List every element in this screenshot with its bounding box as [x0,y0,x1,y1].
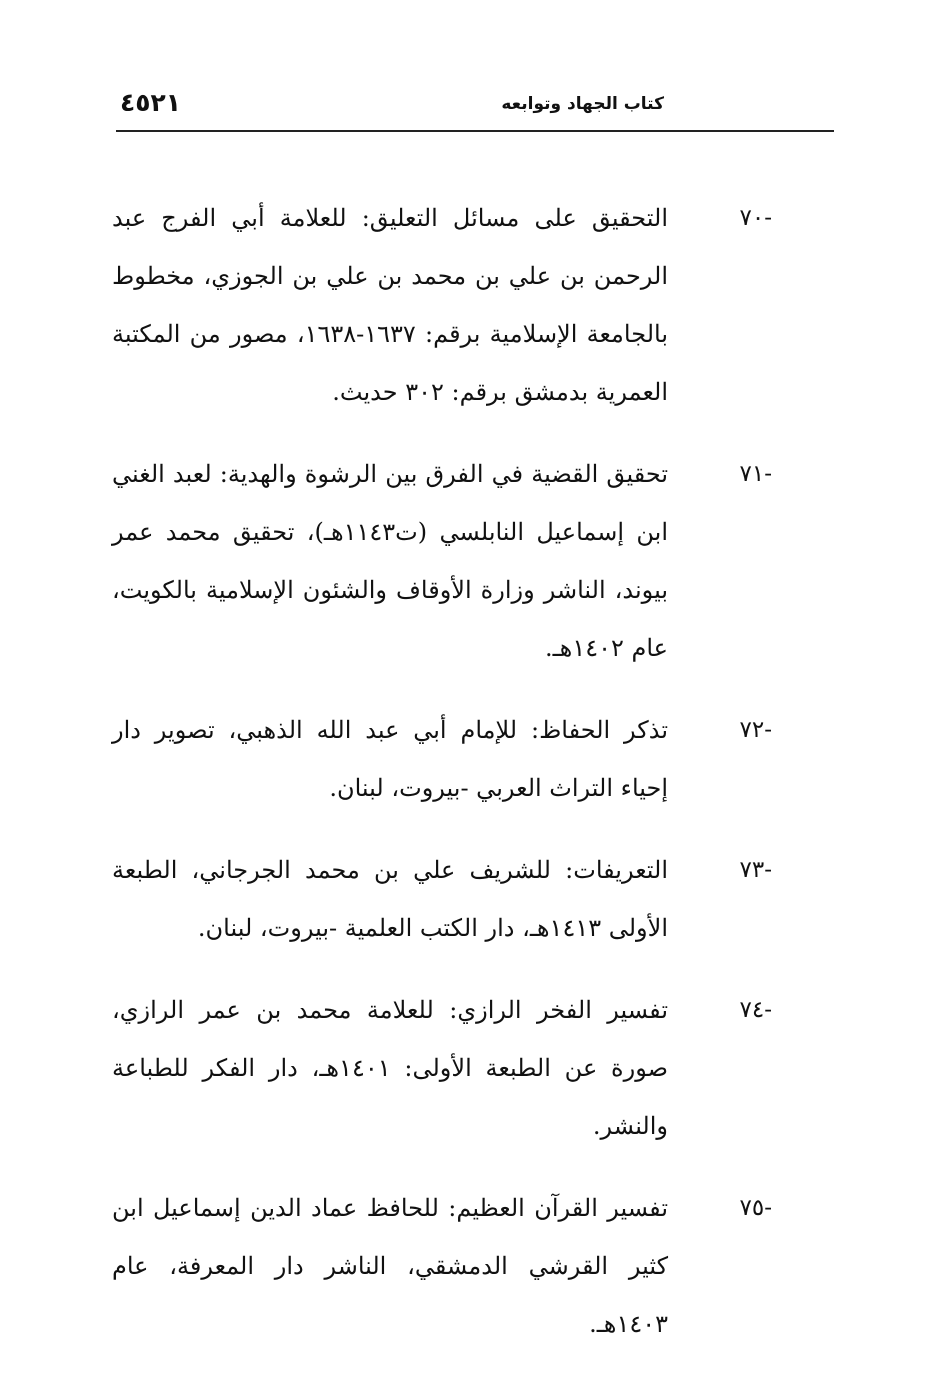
bibliography-entry [112,841,772,957]
bibliography-entry [112,701,772,817]
bibliography-entry [112,445,772,677]
entry-number: -٧٠ [739,205,772,231]
entry-number: -٧٣ [739,857,772,883]
entry-text: تفسير الفخر الرازي: للعلامة محمد بن عمر الرازي، صورة عن الطبعة الأولى: ١٤٠١هـ، دار الفكر للطباعة والنشر. [112,996,668,1140]
entry-text: التعريفات: للشريف علي بن محمد الجرجاني، الطبعة الأولى ١٤١٣هـ، دار الكتب العلمية -بيروت، لبنان. [112,856,668,942]
entry-number: -٧٥ [739,1195,772,1221]
page-number: ٤٥٢١ [120,88,182,117]
bibliography-entry [112,189,772,421]
entry-number: -٧٢ [739,717,772,743]
bibliography-entry [112,981,772,1155]
entry-text: تحقيق القضية في الفرق بين الرشوة والهدية: لعبد الغني ابن إسماعيل النابلسي (ت١١٤٣هـ)، تحقيق محمد عمر بيوند، الناشر وزارة الأوقاف والشئون الإسلامية بالكويت، عام ١٤٠٢هـ. [112,460,668,662]
entry-text: تفسير القرآن العظيم: للحافظ عماد الدين إسماعيل ابن كثير القرشي الدمشقي، الناشر دار المعرفة، عام ١٤٠٣هـ. [112,1194,668,1338]
bibliography-entry [112,1179,772,1353]
running-header [116,88,834,132]
entry-text: التحقيق على مسائل التعليق: للعلامة أبي الفرج عبد الرحمن بن علي بن محمد بن علي بن الجوزي، مخطوط بالجامعة الإسلامية برقم: ١٦٣٧-١٦٣٨، مصور من المكتبة العمرية بدمشق برقم: ٣٠٢ حديث. [112,204,669,406]
header-rule [116,130,834,132]
entry-text: تذكر الحفاظ: للإمام أبي عبد الله الذهبي، تصوير دار إحياء التراث العربي -بيروت، لبنان. [112,716,668,802]
bibliography-list [112,165,772,1377]
chapter-title: كتاب الجهاد وتوابعه [501,94,664,114]
entry-number: -٧٤ [739,997,772,1023]
entry-number: -٧١ [739,461,772,487]
